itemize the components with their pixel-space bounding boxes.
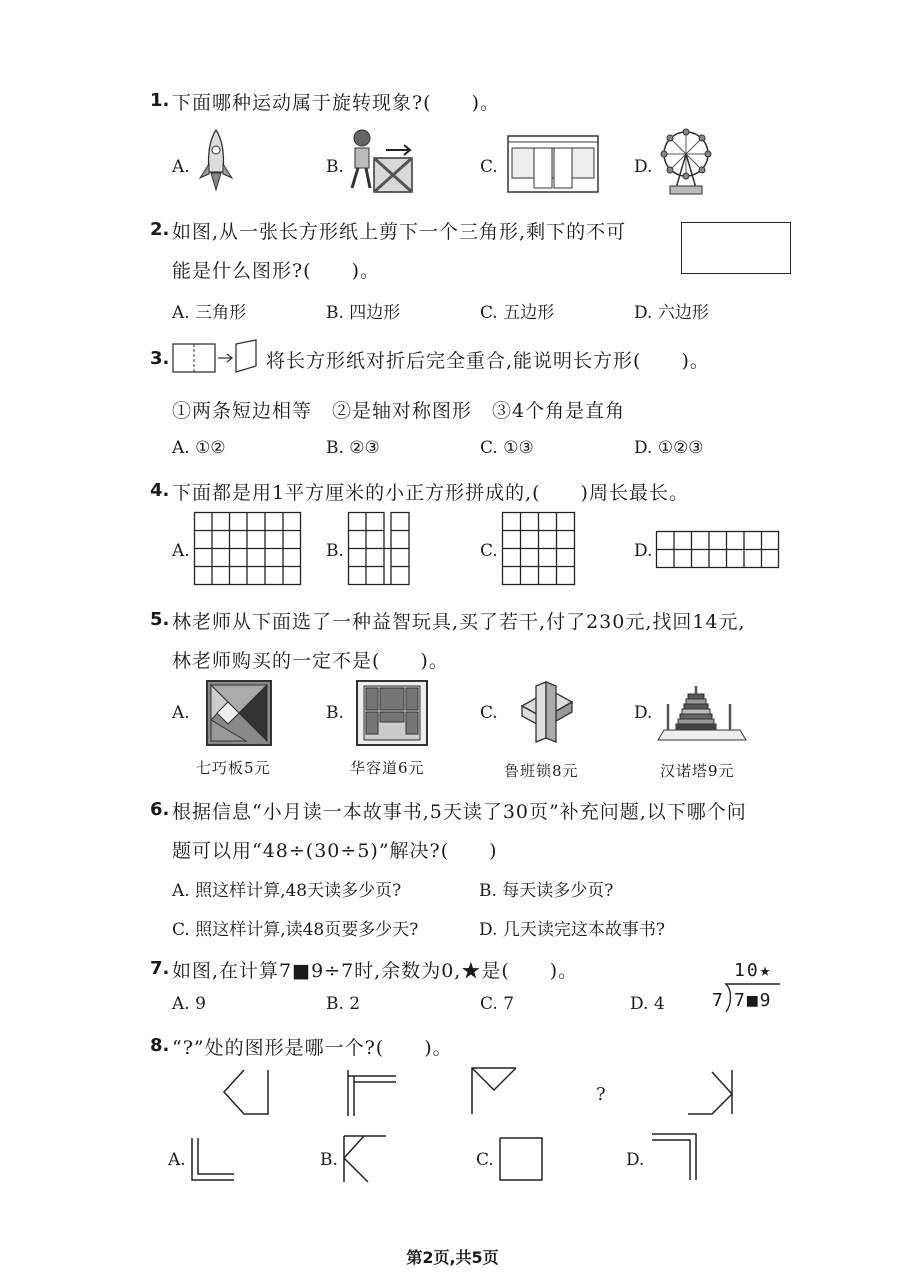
q3-number: 3. (150, 348, 170, 369)
q1-option-a[interactable]: A. (172, 157, 190, 177)
q1-stem: 下面哪种运动属于旋转现象?( )。 (172, 92, 501, 114)
q4-number: 4. (150, 480, 170, 501)
q5-caption-a: 七巧板5元 (196, 759, 271, 777)
rocket-icon (196, 128, 236, 192)
q5-option-c[interactable]: C. (480, 703, 498, 723)
grid-shape-c (502, 512, 576, 586)
q5-option-b[interactable]: B. (326, 703, 344, 723)
q3-option-c[interactable]: C. ①③ (480, 438, 534, 458)
q8-figure-a (190, 1136, 238, 1182)
q5-line1: 林老师从下面选了一种益智玩具,买了若干,付了230元,找回14元, (172, 611, 746, 633)
tangram-icon (206, 680, 272, 746)
grid-shape-b (348, 512, 410, 586)
division-quotient: 10★ (734, 960, 773, 981)
q6-line2: 题可以用“48÷(30÷5)”解决?( ) (172, 840, 498, 862)
division-dividend: 7■9 (734, 990, 773, 1011)
division-divisor: 7 (712, 990, 723, 1011)
question-mark-slot: ? (596, 1084, 606, 1105)
q2-line2: 能是什么图形?( )。 (172, 260, 381, 282)
q5-caption-c: 鲁班锁8元 (504, 762, 579, 780)
huarong-puzzle-icon (356, 680, 428, 746)
q1-option-c[interactable]: C. (480, 157, 498, 177)
q5-option-d[interactable]: D. (634, 703, 653, 723)
q7-option-a[interactable]: A. 9 (172, 994, 206, 1014)
grid-shape-a (194, 512, 302, 586)
q5-caption-d: 汉诺塔9元 (660, 762, 735, 780)
hanoi-tower-icon (654, 682, 750, 746)
q8-option-b[interactable]: B. (320, 1150, 338, 1170)
q4-option-c[interactable]: C. (480, 541, 498, 561)
q6-number: 6. (150, 799, 170, 820)
pattern-figure-5 (686, 1068, 738, 1120)
pattern-figure-2 (346, 1068, 398, 1120)
q8-figure-d (650, 1132, 700, 1182)
q3-option-d[interactable]: D. ①②③ (634, 438, 704, 458)
q7-option-c[interactable]: C. 7 (480, 994, 515, 1014)
q8-figure-b (342, 1134, 390, 1184)
luban-lock-icon (514, 680, 580, 746)
page-footer: 第2页,共5页 (406, 1248, 499, 1267)
q4-option-b[interactable]: B. (326, 541, 344, 561)
q4-option-d[interactable]: D. (634, 541, 653, 561)
q3-statements: ①两条短边相等 ②是轴对称图形 ③4个角是直角 (172, 400, 626, 422)
q1-option-d[interactable]: D. (634, 157, 653, 177)
q8-number: 8. (150, 1035, 170, 1056)
q8-figure-c (498, 1136, 544, 1182)
rectangle-figure (681, 222, 791, 274)
q7-stem: 如图,在计算7■9÷7时,余数为0,★是( )。 (172, 960, 579, 982)
q7-option-b[interactable]: B. 2 (326, 994, 361, 1014)
q6-option-d[interactable]: D. 几天读完这本故事书? (479, 920, 665, 940)
q5-line2: 林老师购买的一定不是( )。 (172, 650, 449, 672)
fold-diagram-icon (172, 340, 262, 376)
q5-option-a[interactable]: A. (172, 703, 190, 723)
grid-shape-d (656, 531, 780, 569)
pattern-figure-1 (222, 1068, 272, 1120)
q2-option-b[interactable]: B. 四边形 (326, 303, 401, 323)
q8-option-c[interactable]: C. (476, 1150, 494, 1170)
boy-pushing-box-icon (346, 126, 416, 196)
q8-option-a[interactable]: A. (168, 1150, 186, 1170)
q6-line1: 根据信息“小月读一本故事书,5天读了30页”补充问题,以下哪个问 (172, 801, 747, 823)
q1-option-b[interactable]: B. (326, 157, 344, 177)
q6-option-b[interactable]: B. 每天读多少页? (479, 881, 614, 901)
q4-stem: 下面都是用1平方厘米的小正方形拼成的,( )周长最长。 (172, 482, 689, 504)
q5-number: 5. (150, 609, 170, 630)
q1-number: 1. (150, 90, 170, 111)
q4-option-a[interactable]: A. (172, 541, 190, 561)
q7-number: 7. (150, 958, 170, 979)
q3-option-a[interactable]: A. ①② (172, 438, 226, 458)
q5-caption-b: 华容道6元 (350, 759, 425, 777)
q6-option-a[interactable]: A. 照这样计算,48天读多少页? (172, 881, 402, 901)
q2-option-a[interactable]: A. 三角形 (172, 303, 247, 323)
q7-option-d[interactable]: D. 4 (630, 994, 665, 1014)
q8-option-d[interactable]: D. (626, 1150, 645, 1170)
q2-option-d[interactable]: D. 六边形 (634, 303, 709, 323)
q3-option-b[interactable]: B. ②③ (326, 438, 380, 458)
q2-option-c[interactable]: C. 五边形 (480, 303, 555, 323)
q3-stem: 将长方形纸对折后完全重合,能说明长方形( )。 (266, 350, 710, 372)
ferris-wheel-icon (656, 126, 716, 196)
pattern-figure-3 (470, 1066, 522, 1118)
q2-number: 2. (150, 219, 170, 240)
q2-line1: 如图,从一张长方形纸上剪下一个三角形,剩下的不可 (172, 221, 627, 243)
q6-option-c[interactable]: C. 照这样计算,读48页要多少天? (172, 920, 419, 940)
q8-stem: “?”处的图形是哪一个?( )。 (172, 1037, 453, 1059)
sliding-door-icon (506, 134, 600, 194)
